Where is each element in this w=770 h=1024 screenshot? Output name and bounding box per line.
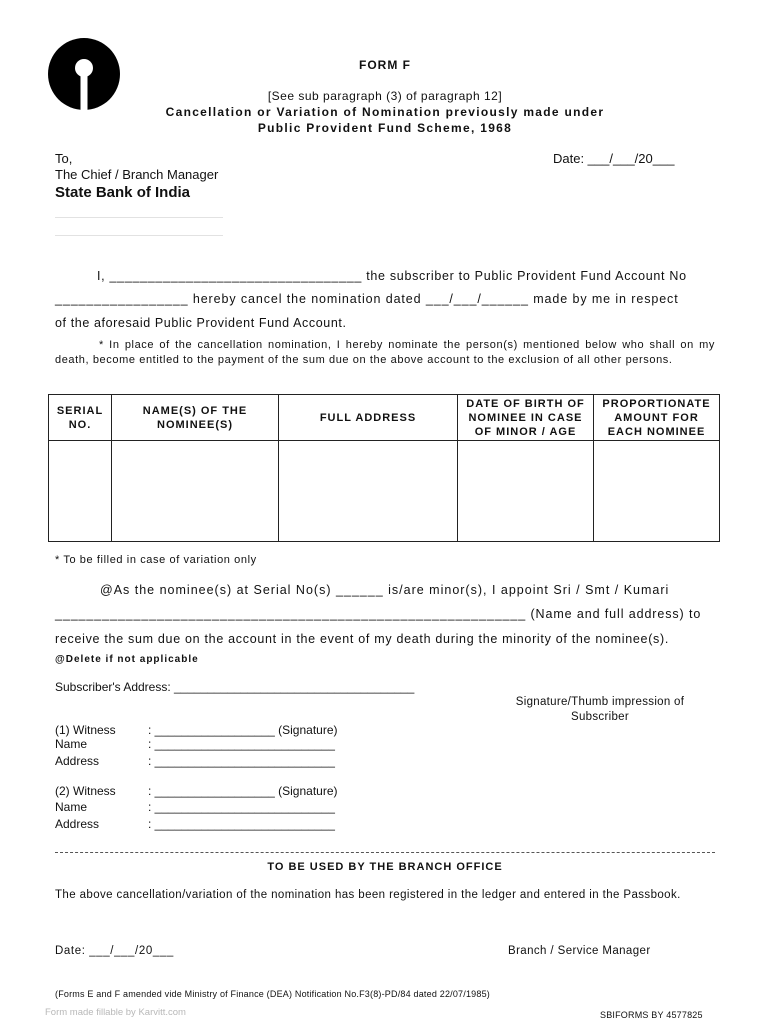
account-text: of the aforesaid Public Provident Fund Account. <box>55 316 347 330</box>
witness1-signature-field[interactable]: : __________________ (Signature) <box>148 723 338 737</box>
address-line[interactable] <box>55 235 223 236</box>
header-serial: SERIAL NO. <box>49 395 112 441</box>
form-code: SBIFORMS BY 4577825 <box>600 1010 703 1020</box>
witness2-signature-field[interactable]: : __________________ (Signature) <box>148 784 338 798</box>
witness2-address-label: Address <box>55 817 100 831</box>
recipient-label: The Chief / Branch Manager <box>55 167 219 182</box>
account-cancel-line[interactable]: _________________ hereby cancel the nomination dated ___/___/______ made by me in respect <box>55 292 679 306</box>
form-reference: [See sub paragraph (3) of paragraph 12] <box>267 89 503 103</box>
date-field[interactable]: Date: ___/___/20___ <box>553 151 675 166</box>
witness2-name-field[interactable]: : ___________________________ <box>148 800 335 814</box>
witness1-address-label: Address <box>55 754 100 768</box>
header-date-of-birth: DATE OF BIRTH OF NOMINEE IN CASE OF MINOR / AGE <box>458 395 594 441</box>
branch-office-heading: TO BE USED BY THE BRANCH OFFICE <box>267 861 503 873</box>
minority-text: receive the sum due on the account in the event of my death during the minority of the nominee(s). <box>55 632 670 646</box>
registered-text: The above cancellation/variation of the nomination has been registered in the ledger and entered in the Passbook. <box>55 889 681 901</box>
form-scheme: Public Provident Fund Scheme, 1968 <box>257 121 513 135</box>
subscriber-signature-label: Signature/Thumb impression of Subscriber <box>515 696 685 723</box>
form-subject: Cancellation or Variation of Nomination previously made under <box>165 105 605 119</box>
branch-date-field[interactable]: Date: ___/___/20___ <box>55 945 174 957</box>
variation-note: * To be filled in case of variation only <box>55 554 257 566</box>
branch-manager-label: Branch / Service Manager <box>508 945 651 957</box>
witness1-name-label: Name <box>55 737 88 751</box>
karvitt-link[interactable]: Form made fillable by Karvitt.com <box>45 1007 186 1018</box>
witness2-label: (2) Witness <box>55 784 116 798</box>
witness1-label: (1) Witness <box>55 723 116 737</box>
header-proportionate-amount: PROPORTIONATE AMOUNT FOR EACH NOMINEE <box>594 395 720 441</box>
guardian-name-line[interactable]: ____________________________________________________________ (Name and full address) to <box>55 607 702 621</box>
bank-name: State Bank of India <box>55 184 191 201</box>
nominee-table <box>48 394 720 542</box>
subscriber-name-line[interactable]: I, _________________________________ the subscriber to Public Provident Fund Account No <box>97 269 687 283</box>
serial-cell[interactable] <box>49 441 112 542</box>
date-of-birth-cell[interactable] <box>458 441 594 542</box>
table-header-row <box>49 395 720 441</box>
minor-serial-line[interactable]: @As the nominee(s) at Serial No(s) ______ is/are minor(s), I appoint Sri / Smt / Kumari <box>100 583 670 597</box>
witness1-name-field[interactable]: : ___________________________ <box>148 737 335 751</box>
witness1-address-field[interactable]: : ___________________________ <box>148 754 335 768</box>
form-title: FORM F <box>359 58 411 72</box>
to-label: To, <box>55 151 73 166</box>
nominee-name-cell[interactable] <box>112 441 279 542</box>
address-line[interactable] <box>55 217 223 218</box>
header-full-address: FULL ADDRESS <box>279 395 458 441</box>
subscriber-address-field[interactable]: Subscriber's Address: ____________________________________ <box>55 680 415 694</box>
witness2-name-label: Name <box>55 800 88 814</box>
delete-note: @Delete if not applicable <box>55 654 199 665</box>
nomination-note: * In place of the cancellation nomination, I hereby nominate the person(s) mentioned below who shall on my death, become entitled to the payment of the sum due on the above account to the exclusion of all other persons. <box>55 339 715 366</box>
section-divider <box>55 852 715 853</box>
amendment-note: (Forms E and F amended vide Ministry of Finance (DEA) Notification No.F3(8)-PD/84 dated 22/07/1985) <box>55 989 490 999</box>
table-row <box>49 441 720 542</box>
full-address-cell[interactable] <box>279 441 458 542</box>
proportionate-amount-cell[interactable] <box>594 441 720 542</box>
witness2-address-field[interactable]: : ___________________________ <box>148 817 335 831</box>
header-nominee-name: NAME(S) OF THE NOMINEE(S) <box>112 395 279 441</box>
